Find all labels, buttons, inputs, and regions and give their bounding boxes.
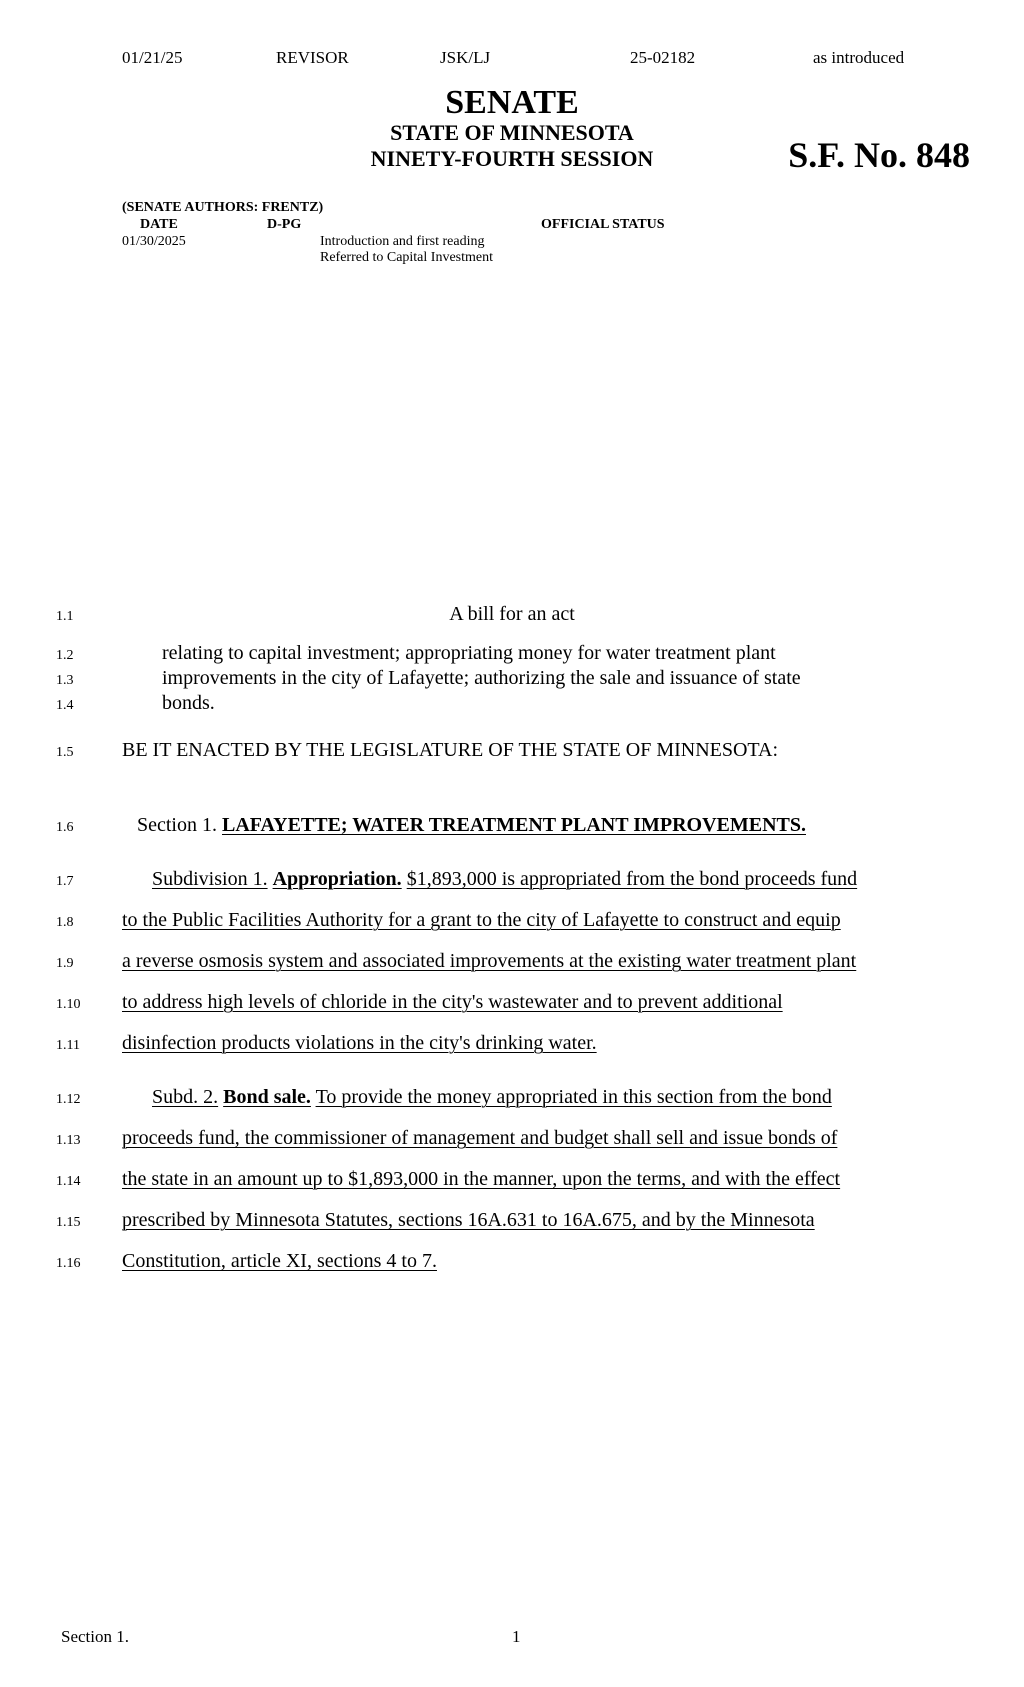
subd2-label: Subd. 2. (152, 1086, 219, 1108)
senate-authors: (SENATE AUTHORS: FRENTZ) (122, 200, 324, 215)
header-status: as introduced (813, 48, 905, 67)
relating-line: relating to capital investment; appropriating money for water treatment plant (162, 642, 776, 664)
header-initials: JSK/LJ (440, 48, 491, 67)
line-number: 1.1 (56, 609, 74, 624)
subd2-text: To provide the money appropriated in this section from the bond (315, 1086, 832, 1108)
line-number: 1.16 (56, 1256, 81, 1271)
chamber-title: SENATE (445, 84, 579, 121)
line-number: 1.5 (56, 745, 74, 760)
subd1-heading: Appropriation. (272, 868, 402, 890)
subd2-text: proceeds fund, the commissioner of management and budget shall sell and issue bonds of (122, 1127, 838, 1149)
subd1-text: a reverse osmosis system and associated improvements at the existing water treatment plant (122, 950, 857, 972)
subd1-label: Subdivision 1. (152, 868, 268, 890)
line-number: 1.10 (56, 997, 81, 1012)
enacting-clause: BE IT ENACTED BY THE LEGISLATURE OF THE STATE OF MINNESOTA: (122, 739, 779, 761)
line-number: 1.3 (56, 673, 74, 688)
state-title: STATE OF MINNESOTA (390, 120, 634, 145)
relating-line: improvements in the city of Lafayette; authorizing the sale and issuance of state (162, 667, 801, 689)
line-number: 1.4 (56, 698, 74, 713)
status-col-date: DATE (140, 217, 178, 232)
header-doc-number: 25-02182 (630, 48, 696, 67)
status-col-dpg: D-PG (267, 217, 302, 232)
line-number: 1.15 (56, 1215, 81, 1230)
session-title: NINETY-FOURTH SESSION (370, 146, 654, 171)
bill-number: S.F. No. 848 (788, 135, 970, 175)
section-1-line (137, 814, 806, 837)
section-heading: LAFAYETTE; WATER TREATMENT PLANT IMPROVEMENTS. (222, 814, 806, 836)
status-action-1: Introduction and first reading (320, 234, 485, 249)
line-number: 1.14 (56, 1174, 81, 1189)
line-number: 1.9 (56, 956, 74, 971)
page-number: 1 (512, 1627, 521, 1646)
line-number: 1.13 (56, 1133, 81, 1148)
act-title: A bill for an act (449, 603, 575, 625)
line-number: 1.7 (56, 874, 74, 889)
status-action-2: Referred to Capital Investment (320, 250, 493, 265)
relating-line: bonds. (162, 692, 215, 714)
footer-section: Section 1. (61, 1627, 129, 1646)
status-row-date: 01/30/2025 (122, 234, 186, 249)
subd2-line (152, 1086, 832, 1109)
subd1-text: to address high levels of chloride in the city's wastewater and to prevent additional (122, 991, 783, 1013)
line-number: 1.2 (56, 648, 74, 663)
subd2-text: Constitution, article XI, sections 4 to 7. (122, 1250, 437, 1272)
subd2-text: prescribed by Minnesota Statutes, sections 16A.631 to 16A.675, and by the Minnesota (122, 1209, 815, 1231)
subd1-text: to the Public Facilities Authority for a grant to the city of Lafayette to construct and equip (122, 909, 841, 931)
status-col-official: OFFICIAL STATUS (541, 217, 665, 232)
header-revisor: REVISOR (276, 48, 349, 67)
subd1-text: $1,893,000 is appropriated from the bond proceeds fund (406, 868, 858, 890)
line-number: 1.8 (56, 915, 74, 930)
line-number: 1.12 (56, 1092, 81, 1107)
subd1-text: disinfection products violations in the city's drinking water. (122, 1032, 597, 1054)
subd2-text: the state in an amount up to $1,893,000 in the manner, upon the terms, and with the effect (122, 1168, 841, 1190)
subd1-line (152, 868, 857, 891)
line-number: 1.11 (56, 1038, 80, 1053)
subd2-heading: Bond sale. (223, 1086, 311, 1108)
line-number: 1.6 (56, 820, 74, 835)
section-label: Section 1. (137, 814, 217, 836)
header-date: 01/21/25 (122, 48, 183, 67)
